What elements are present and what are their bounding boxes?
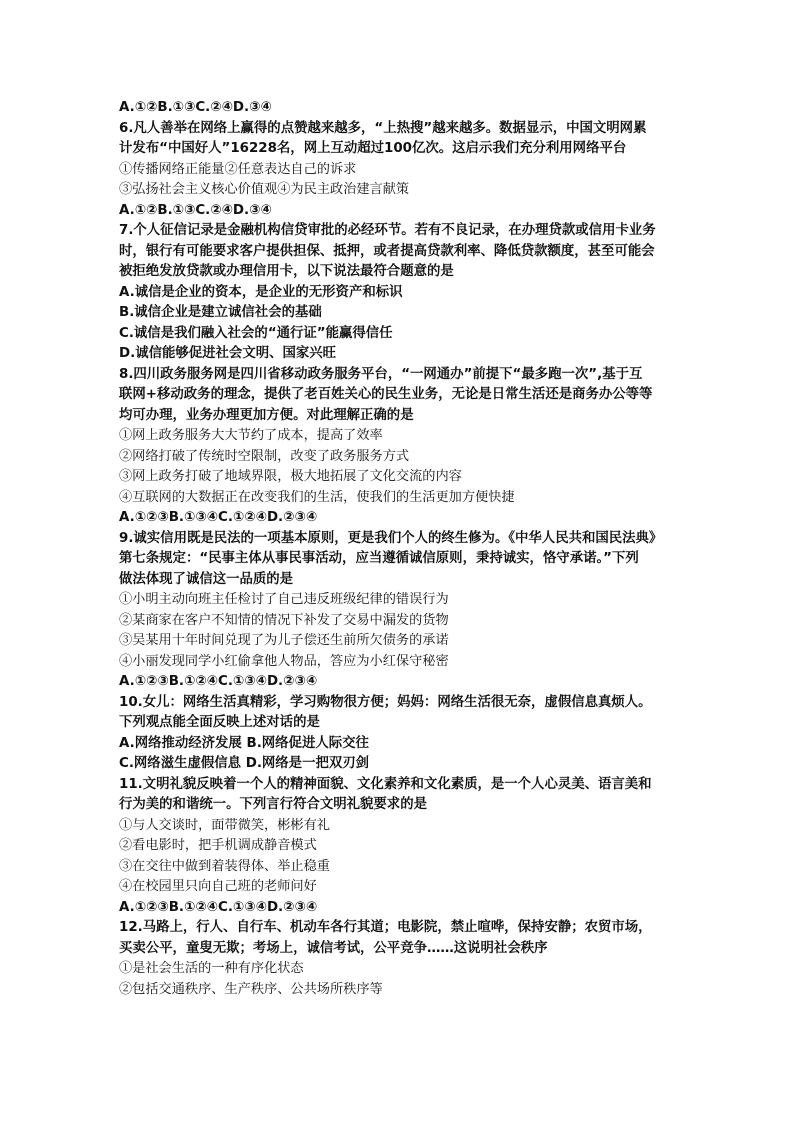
text-line: A.①②③B.①②④C.①③④D.②③④ bbox=[119, 674, 318, 689]
text-line: C.诚信是我们融入社会的“通行证”能赢得信任 bbox=[119, 325, 393, 341]
text-line: 7.个人征信记录是金融机构信贷审批的必经环节。若有不良记录，在办理贷款或信用卡业务 bbox=[119, 223, 656, 238]
text-line: ④小丽发现同学小红偷拿他人物品，答应为小红保守秘密 bbox=[119, 653, 449, 669]
text-line: ①与人交谈时，面带微笑，彬彬有礼 bbox=[119, 817, 330, 833]
text-line: A.①②B.①③C.②④D.③④ bbox=[119, 202, 272, 218]
text-line: A.①②③B.①②④C.①③④D.②③④ bbox=[119, 899, 318, 915]
text-line: 做法体现了诚信这一品质的是 bbox=[119, 571, 294, 587]
text-line: ①传播网络正能量②任意表达自己的诉求 bbox=[119, 161, 357, 177]
text-line: 9.诚实信用既是民法的一项基本原则，更是我们个人的终生修为。《中华人民共和国民法典》 bbox=[119, 530, 663, 546]
text-line: ②某商家在客户不知情的情况下补发了交易中漏发的货物 bbox=[119, 612, 449, 628]
text-line: A.①②B.①③C.②④D.③④ bbox=[119, 100, 272, 115]
text-line: 均可办理，业务办理更加方便。对此理解正确的是 bbox=[119, 407, 414, 423]
text-line: 买卖公平，童叟无欺；考场上，诚信考试，公平竞争……这说明社会秩序 bbox=[119, 940, 548, 956]
text-line: D.诚信能够促进社会文明、国家兴旺 bbox=[119, 346, 337, 361]
text-line: A.网络推动经济发展 B.网络促进人际交往 bbox=[119, 735, 369, 751]
text-line: 行为美的和谐统一。下列言行符合文明礼貌要求的是 bbox=[119, 797, 427, 812]
text-line: 6.凡人善举在网络上赢得的点赞越来越多，“上热搜”越来越多。数据显示，中国文明网累 bbox=[119, 120, 647, 136]
text-line: ①小明主动向班主任检讨了自己违反班级纪律的错误行为 bbox=[119, 592, 449, 607]
text-line: ④互联网的大数据正在改变我们的生活，使我们的生活更加方便快捷 bbox=[119, 489, 515, 505]
text-line: A.①②③B.①③④C.①②④D.②③④ bbox=[119, 510, 318, 525]
text-line: 时，银行有可能要求客户提供担保、抵押，或者提高贷款利率、降低贷款额度，甚至可能会 bbox=[119, 243, 655, 259]
text-line: ③网上政务打破了地域界限，极大地拓展了文化交流的内容 bbox=[119, 469, 462, 484]
text-line: A.诚信是企业的资本，是企业的无形资产和标识 bbox=[119, 284, 403, 300]
text-line: 8.四川政务服务网是四川省移动政务服务平台，“一网通办”前提下“最多跑一次”,基于互 bbox=[119, 366, 643, 382]
text-line: ①网上政务服务大大节约了成本，提高了效率 bbox=[119, 428, 383, 443]
text-line: 11.文明礼貌反映着一个人的精神面貌、文化素养和文化素质，是一个人心灵美、语言美和 bbox=[119, 776, 652, 792]
text-line: B.诚信企业是建立诚信社会的基础 bbox=[119, 305, 322, 320]
text-line: ②看电影时，把手机调成静音模式 bbox=[119, 838, 317, 853]
text-line: C.网络滋生虚假信息 D.网络是一把双刃剑 bbox=[119, 756, 370, 771]
text-line: 第七条规定：“民事主体从事民事活动，应当遵循诚信原则，秉持诚实，恪守承诺。”下列 bbox=[119, 551, 639, 566]
text-line: ②网络打破了传统时空限制，改变了政务服务方式 bbox=[119, 448, 410, 464]
text-line: ①是社会生活的一种有序化状态 bbox=[119, 961, 304, 976]
exam-page bbox=[119, 98, 679, 1000]
text-line: ②包括交通秩序、生产秩序、公共场所秩序等 bbox=[119, 981, 383, 997]
text-line: 10.女儿：网络生活真精彩，学习购物很方便；妈妈：网络生活很无奈，虚假信息真烦人。 bbox=[119, 694, 652, 710]
text-line: 联网+移动政务的理念，提供了老百姓关心的民生业务，无论是日常生活还是商务办公等等 bbox=[119, 387, 653, 402]
text-line: 被拒绝发放贷款或办理信用卡，以下说法最符合题意的是 bbox=[119, 264, 454, 279]
text-line: 12.马路上，行人、自行车、机动车各行其道；电影院，禁止喧哗，保持安静；农贸市场， bbox=[119, 920, 652, 935]
text-line: 计发布“中国好人”16228名，网上互动超过100亿次。这启示我们充分利用网络平台 bbox=[119, 141, 627, 156]
text-line: ③在交往中做到着装得体、举止稳重 bbox=[119, 858, 330, 874]
text-line: 下列观点能全面反映上述对话的是 bbox=[119, 715, 320, 730]
text-line: ③吴某用十年时间兑现了为儿子偿还生前所欠债务的承诺 bbox=[119, 633, 449, 648]
text-line: ④在校园里只向自己班的老师问好 bbox=[119, 879, 317, 894]
text-line: ③弘扬社会主义核心价值观④为民主政治建言献策 bbox=[119, 182, 410, 197]
